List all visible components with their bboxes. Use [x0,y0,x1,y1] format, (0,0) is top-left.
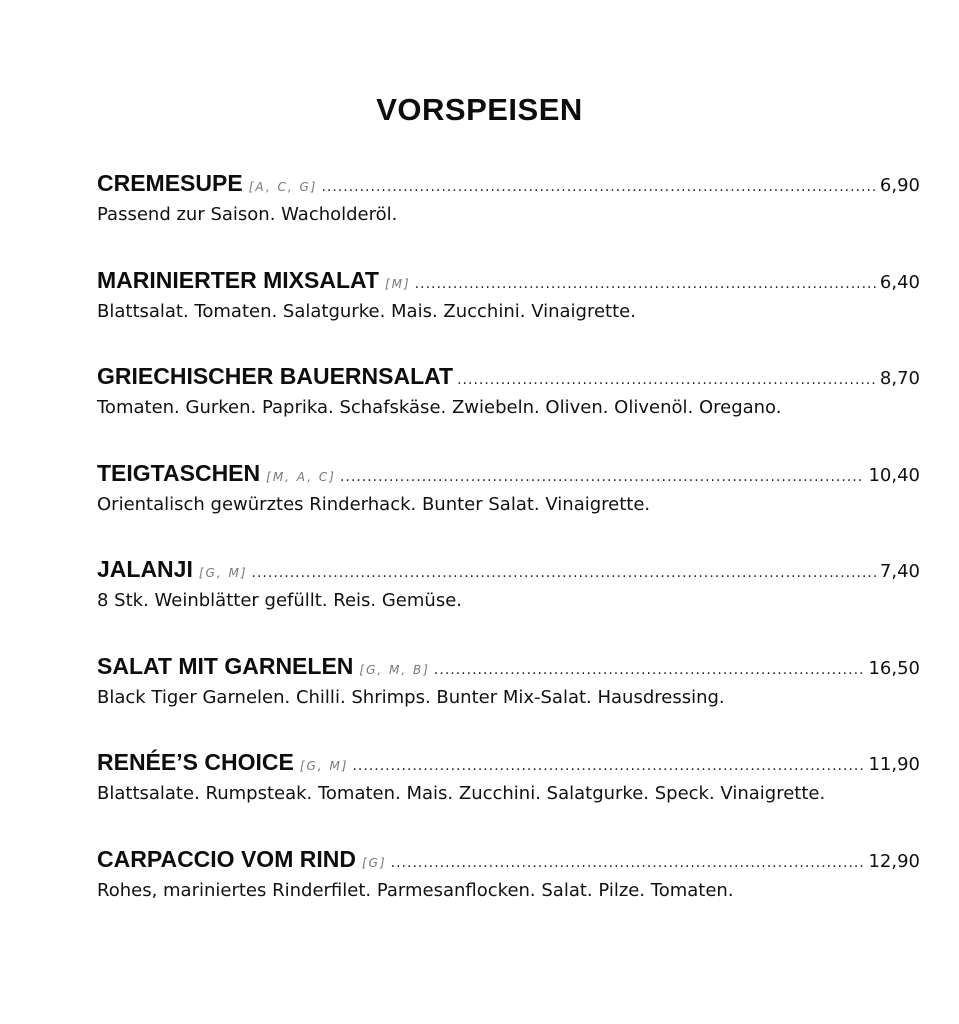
dish-description: Black Tiger Garnelen. Chilli. Shrimps. Bunter Mix-Salat. Hausdressing. [97,686,725,708]
dish-price: 6,40 [879,271,920,293]
dish-price: 16,50 [868,657,920,679]
dish-name: TEIGTASCHEN [97,459,261,486]
dish-name: MARINIERTER MIXSALAT [97,266,379,293]
menu-item [97,363,920,460]
dish-price: 6,90 [879,175,920,196]
dish-price: 7,40 [879,561,920,582]
dot-leader [321,179,875,195]
section-title: VORSPEISEN [376,92,583,127]
dish-name: JALANJI [97,556,193,582]
dish-name: CREMESUPE [97,170,243,196]
menu-item [97,170,920,267]
menu-item [97,460,920,557]
dish-description: Blattsalate. Rumpsteak. Tomaten. Mais. Zucchini. Salatgurke. Speck. Vinaigrette. [97,783,826,804]
dish-name: RENÉE’S CHOICE [97,749,294,775]
dot-leader [391,855,865,871]
allergen-codes: [A, C, G] [248,180,318,194]
dish-description: Orientalisch gewürztes Rinderhack. Bunter Salat. Vinaigrette. [97,493,651,515]
dot-leader [340,469,865,485]
menu-item [97,749,920,846]
dish-price: 12,90 [868,850,920,872]
dish-description: Rohes, mariniertes Rinderfilet. Parmesanflocken. Salat. Pilze. Tomaten. [97,879,734,901]
dot-leader [434,662,865,678]
menu-item-header [97,749,920,779]
menu-item [97,267,920,364]
dish-description: 8 Stk. Weinblätter gefüllt. Reis. Gemüse. [97,590,463,611]
menu-item-header [97,267,920,297]
dish-description: Blattsalat. Tomaten. Salatgurke. Mais. Zucchini. Vinaigrette. [97,300,636,322]
dish-price: 11,90 [868,754,920,775]
menu-item-header [97,460,920,490]
dot-leader [352,758,864,774]
dish-name: CARPACCIO VOM RIND [97,845,356,872]
dish-name: SALAT MIT GARNELEN [97,652,354,679]
menu-list [97,170,920,942]
allergen-codes: [G] [361,855,387,870]
allergen-codes: [G, M] [299,759,349,773]
dot-leader [457,372,876,388]
dish-price: 10,40 [868,464,920,486]
allergen-codes: [G, M, B] [359,662,430,677]
dot-leader [252,565,876,581]
menu-item-header [97,363,920,393]
menu-item [97,846,920,943]
dish-price: 8,70 [879,368,920,389]
menu-item-header [97,846,920,876]
dot-leader [415,276,876,292]
allergen-codes: [M] [384,276,411,291]
dish-name: GRIECHISCHER BAUERNSALAT [97,363,454,389]
dish-description: Tomaten. Gurken. Paprika. Schafskäse. Zwiebeln. Oliven. Olivenöl. Oregano. [97,397,782,418]
dish-description: Passend zur Saison. Wacholderöl. [97,204,398,225]
menu-item-header [97,556,920,586]
menu-item-header [97,170,920,200]
allergen-codes: [G, M] [198,566,248,580]
menu-item-header [97,653,920,683]
menu-item [97,556,920,653]
allergen-codes: [M, A, C] [266,469,336,484]
menu-item [97,653,920,750]
